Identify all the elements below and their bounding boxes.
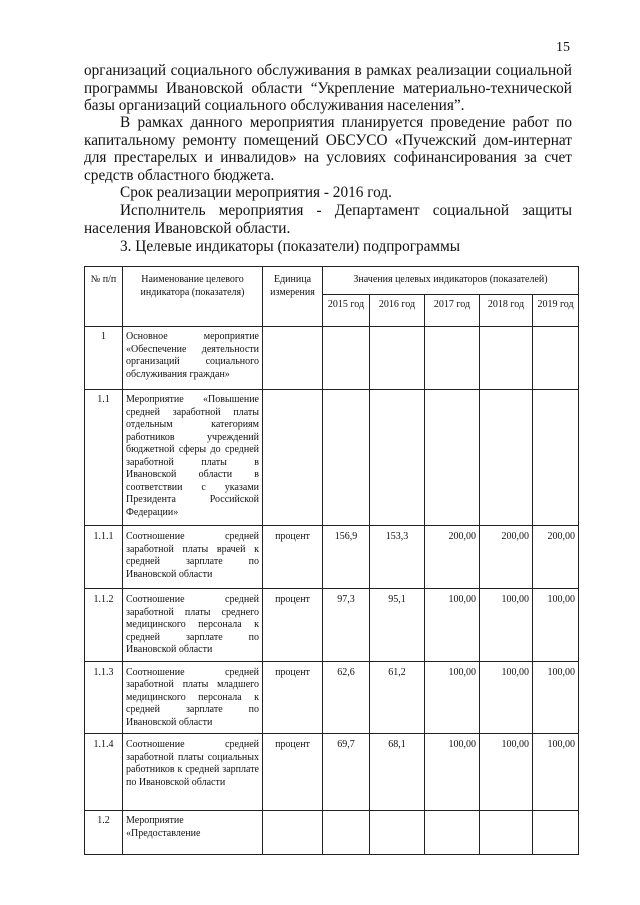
table-row <box>85 811 579 855</box>
row-value: 200,00 <box>533 526 579 589</box>
header-year: 2019 год <box>533 295 579 327</box>
row-num: 1.1 <box>85 390 123 526</box>
row-value: 156,9 <box>323 526 370 589</box>
row-name: Соотношение средней заработной платы среднего медицинского персонала к средней зарплате по Ивановской области <box>123 589 263 662</box>
row-name: Соотношение средней заработной платы социальных работников к средней зарплате по Ивановской области <box>123 734 263 811</box>
row-value <box>323 390 370 526</box>
row-value: 97,3 <box>323 589 370 662</box>
row-name: Мероприятие «Предоставление <box>123 811 263 855</box>
row-value <box>533 811 579 855</box>
row-value: 69,7 <box>323 734 370 811</box>
row-value <box>370 811 425 855</box>
row-value: 100,00 <box>425 661 480 734</box>
row-value <box>323 327 370 390</box>
row-value: 100,00 <box>533 589 579 662</box>
row-value: 100,00 <box>480 589 533 662</box>
paragraph-deadline <box>84 184 572 202</box>
row-value: 200,00 <box>425 526 480 589</box>
row-value: 68,1 <box>370 734 425 811</box>
table-row <box>85 327 579 390</box>
row-name: Основное мероприятие «Обеспечение деятельности организаций социального обслуживания граждан» <box>123 327 263 390</box>
row-unit: процент <box>263 661 323 734</box>
row-num: 1.1.1 <box>85 526 123 589</box>
page-number: 15 <box>556 40 570 55</box>
row-value: 95,1 <box>370 589 425 662</box>
header-year: 2015 год <box>323 295 370 327</box>
row-num: 1.1.3 <box>85 661 123 734</box>
row-unit <box>263 811 323 855</box>
row-unit: процент <box>263 589 323 662</box>
paragraph-text: организаций социального обслуживания в рамках реализации социальной программы Ивановской области “Укрепление материально-технической базы организаций социального обслуживания населения”. <box>84 62 572 114</box>
table-row <box>85 589 579 662</box>
row-value: 100,00 <box>425 734 480 811</box>
row-value <box>480 811 533 855</box>
paragraph-executor <box>84 202 572 237</box>
row-value <box>533 390 579 526</box>
row-value <box>370 390 425 526</box>
row-name: Соотношение средней заработной платы врачей к средней зарплате по Ивановской области <box>123 526 263 589</box>
row-value <box>425 811 480 855</box>
header-year: 2016 год <box>370 295 425 327</box>
row-unit: процент <box>263 734 323 811</box>
row-num: 1 <box>85 327 123 390</box>
row-value: 153,3 <box>370 526 425 589</box>
row-num: 1.2 <box>85 811 123 855</box>
row-value: 200,00 <box>480 526 533 589</box>
header-name: Наименование целевого индикатора (показателя) <box>123 267 263 327</box>
paragraph-text: Срок реализации мероприятия - 2016 год. <box>120 184 392 201</box>
paragraph-text: Исполнитель мероприятия - Департамент социальной защиты населения Ивановской области. <box>84 202 572 237</box>
header-year: 2018 год <box>480 295 533 327</box>
header-year: 2017 год <box>425 295 480 327</box>
row-value: 61,2 <box>370 661 425 734</box>
row-value <box>425 390 480 526</box>
paragraph-continuation <box>84 62 572 115</box>
row-value <box>533 327 579 390</box>
row-value: 100,00 <box>533 734 579 811</box>
row-value <box>323 811 370 855</box>
row-value: 100,00 <box>480 661 533 734</box>
row-value: 100,00 <box>533 661 579 734</box>
section-heading-text: 3. Целевые индикаторы (показатели) подпрограммы <box>120 238 461 255</box>
row-name: Соотношение средней заработной платы младшего медицинского персонала к средней зарплате по Ивановской области <box>123 661 263 734</box>
table-row <box>85 661 579 734</box>
row-value: 100,00 <box>425 589 480 662</box>
section-heading <box>84 238 572 256</box>
header-values: Значения целевых индикаторов (показателей) <box>323 267 579 295</box>
table-row <box>85 734 579 811</box>
indicators-table <box>84 266 579 855</box>
row-unit: процент <box>263 526 323 589</box>
row-value <box>480 390 533 526</box>
row-unit <box>263 327 323 390</box>
row-num: 1.1.2 <box>85 589 123 662</box>
row-value <box>480 327 533 390</box>
row-value: 62,6 <box>323 661 370 734</box>
row-name: Мероприятие «Повышение средней заработной платы отдельным категориям работников учреждений бюджетной сферы до средней заработной платы в Ивановской области в соответствии с указами Президента Российской Федерации» <box>123 390 263 526</box>
header-unit: Единица измерения <box>263 267 323 327</box>
table-row <box>85 390 579 526</box>
paragraph-measure-description <box>84 114 572 184</box>
table-header-row <box>85 267 579 295</box>
row-value <box>370 327 425 390</box>
header-num: № п/п <box>85 267 123 327</box>
row-unit <box>263 390 323 526</box>
table-row <box>85 526 579 589</box>
row-value <box>425 327 480 390</box>
paragraph-text: В рамках данного мероприятия планируется проведение работ по капитальному ремонту помещений ОБСУСО «Пучежский дом-интернат для престарелых и инвалидов» на условиях софинансирования за счет средств областного бюджета. <box>84 114 572 184</box>
row-num: 1.1.4 <box>85 734 123 811</box>
row-value: 100,00 <box>480 734 533 811</box>
